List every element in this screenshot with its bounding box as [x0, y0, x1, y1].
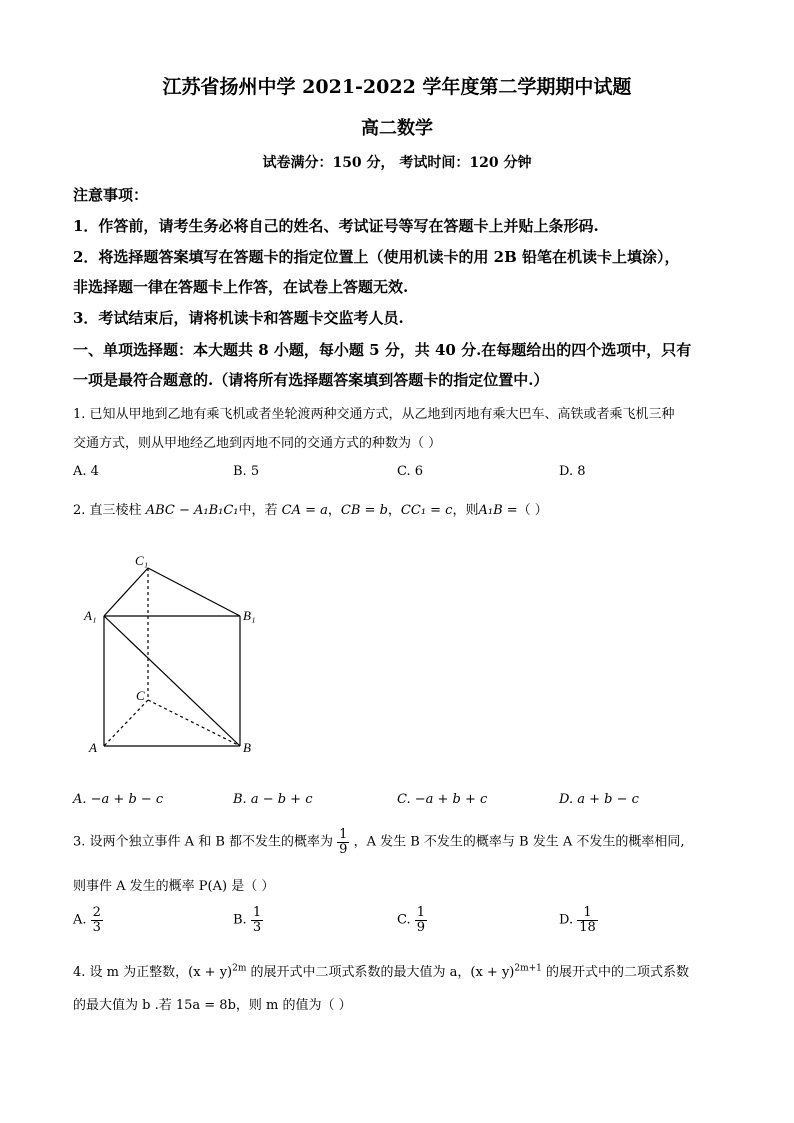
q2-prism: ABC − A₁B₁C₁	[145, 503, 239, 518]
q3-option-c	[397, 906, 427, 934]
q3-option-d-label: D.	[559, 912, 574, 928]
q2-vector-ca: CA = a	[281, 503, 328, 518]
q1-option-a: A. 4	[73, 464, 99, 479]
notice-item: 1．作答前，请考生务必将自己的姓名、考试证号等写在答题卡上并贴上条形码.	[73, 217, 599, 235]
question-4-text	[73, 961, 689, 980]
frac-den: 9	[416, 919, 426, 935]
question-1-text: 1. 已知从甲地到乙地有乘飞机或者坐轮渡两种交通方式，从乙地到丙地有乘大巴车、高铁或者乘飞机三种	[73, 407, 675, 422]
q3-frac-num: 1	[339, 827, 348, 842]
q3-option-a-frac	[91, 906, 103, 934]
question-2-text: 2. 直三棱柱 ABC − A₁B₁C₁中，若 CA = a，CB = b，CC₁ = c，则A₁B =（ ）	[73, 503, 548, 518]
q2-vector-cc1: CC₁ = c	[400, 503, 453, 518]
q3-option-d-frac	[577, 906, 598, 934]
edge-c-b	[148, 700, 240, 746]
q4-exp2: 2m+1	[514, 963, 542, 974]
exam-title: 江苏省扬州中学 2021-2022 学年度第二学期期中试题	[162, 76, 632, 98]
exam-subject: 高二数学	[361, 118, 433, 139]
q3-option-c-frac	[415, 906, 427, 934]
q1-option-c: C. 6	[397, 464, 424, 479]
frac-num: 1	[416, 905, 426, 920]
edge-a1-b	[104, 616, 240, 746]
exam-meta: 试卷满分：150 分， 考试时间：120 分钟	[262, 155, 532, 171]
notice-item: 非选择题一律在答题卡上作答，在试卷上答题无效.	[73, 278, 409, 296]
edge-c1-a1	[104, 568, 148, 616]
q3-option-a	[73, 906, 103, 934]
frac-den: 18	[579, 919, 596, 935]
edge-c-a	[104, 700, 148, 746]
label-b: B	[243, 740, 251, 755]
frac-num: 1	[577, 906, 598, 921]
q2-vector-cb: CB = b	[340, 503, 388, 518]
frac-num: 2	[92, 905, 101, 920]
q3-option-b	[233, 906, 263, 934]
question-3-text	[73, 828, 685, 856]
q2-option-b: B. a − b + c	[233, 792, 313, 807]
q3-fraction	[337, 828, 349, 856]
notice-item: 2．将选择题答案填写在答题卡的指定位置上（使用机读卡的用 2B 铅笔在机读卡上填涂），	[73, 248, 680, 266]
frac-num: 1	[252, 905, 262, 920]
edge-c1-b1	[148, 568, 240, 616]
q1-option-b: B. 5	[233, 464, 260, 479]
label-b1: B₁	[243, 608, 256, 623]
q4-exp1: 2m	[232, 963, 247, 974]
section-heading-cont: 一项是最符合题意的.（请将所有选择题答案填到答题卡的指定位置中.）	[73, 371, 549, 389]
q3-option-b-frac	[251, 906, 263, 934]
frac-den: 3	[92, 919, 101, 935]
label-a: A	[89, 740, 97, 755]
q3-frac-den: 9	[339, 841, 348, 857]
q4-part2: 的展开式中二项式系数的最大值为 a，(x + y)	[246, 965, 515, 980]
q2-option-a: A. −a + b − c	[73, 792, 164, 807]
question-3-text-cont: 则事件 A 发生的概率 P(A) 是（ ）	[73, 879, 275, 894]
q2-option-c: C. −a + b + c	[397, 792, 488, 807]
q2-option-d: D. a + b − c	[559, 792, 639, 807]
question-1-text-cont: 交通方式，则从甲地经乙地到丙地不同的交通方式的种数为（ ）	[73, 436, 442, 451]
notice-item: 3．考试结束后，请将机读卡和答题卡交监考人员.	[73, 309, 404, 327]
q3-part1: 3. 设两个独立事件 A 和 B 都不发生的概率为	[73, 834, 334, 850]
label-c1: C₁	[135, 553, 149, 568]
q3-part2: ，A 发生 B 不发生的概率与 B 发生 A 不发生的概率相同,	[353, 834, 685, 850]
q2-then: ，则	[452, 503, 479, 518]
q4-part1: 4. 设 m 为正整数，(x + y)	[73, 965, 233, 980]
frac-den: 3	[252, 919, 262, 935]
q3-option-c-label: C.	[397, 912, 411, 928]
q2-vector-a1b: A₁B =	[478, 503, 518, 518]
q3-option-b-label: B.	[233, 912, 247, 928]
q2-prefix: 2. 直三棱柱	[73, 503, 142, 518]
q2-mid: 中，若	[238, 503, 278, 518]
q2-suffix: （ ）	[517, 503, 548, 518]
q3-option-a-label: A.	[73, 912, 87, 928]
label-c: C	[136, 688, 145, 703]
q1-option-d: D. 8	[559, 464, 586, 479]
question-4-text-cont: 的最大值为 b .若 15a = 8b，则 m 的值为（ ）	[73, 998, 352, 1013]
q4-part3: 的展开式中的二项式系数	[541, 965, 690, 980]
prism-figure	[80, 548, 270, 763]
notice-heading: 注意事项：	[73, 186, 149, 204]
q3-option-d	[559, 906, 598, 934]
label-a1: A₁	[84, 608, 97, 623]
section-heading: 一、单项选择题：本大题共 8 小题，每小题 5 分，共 40 分.在每题给出的四个选项中，只有	[73, 341, 692, 359]
